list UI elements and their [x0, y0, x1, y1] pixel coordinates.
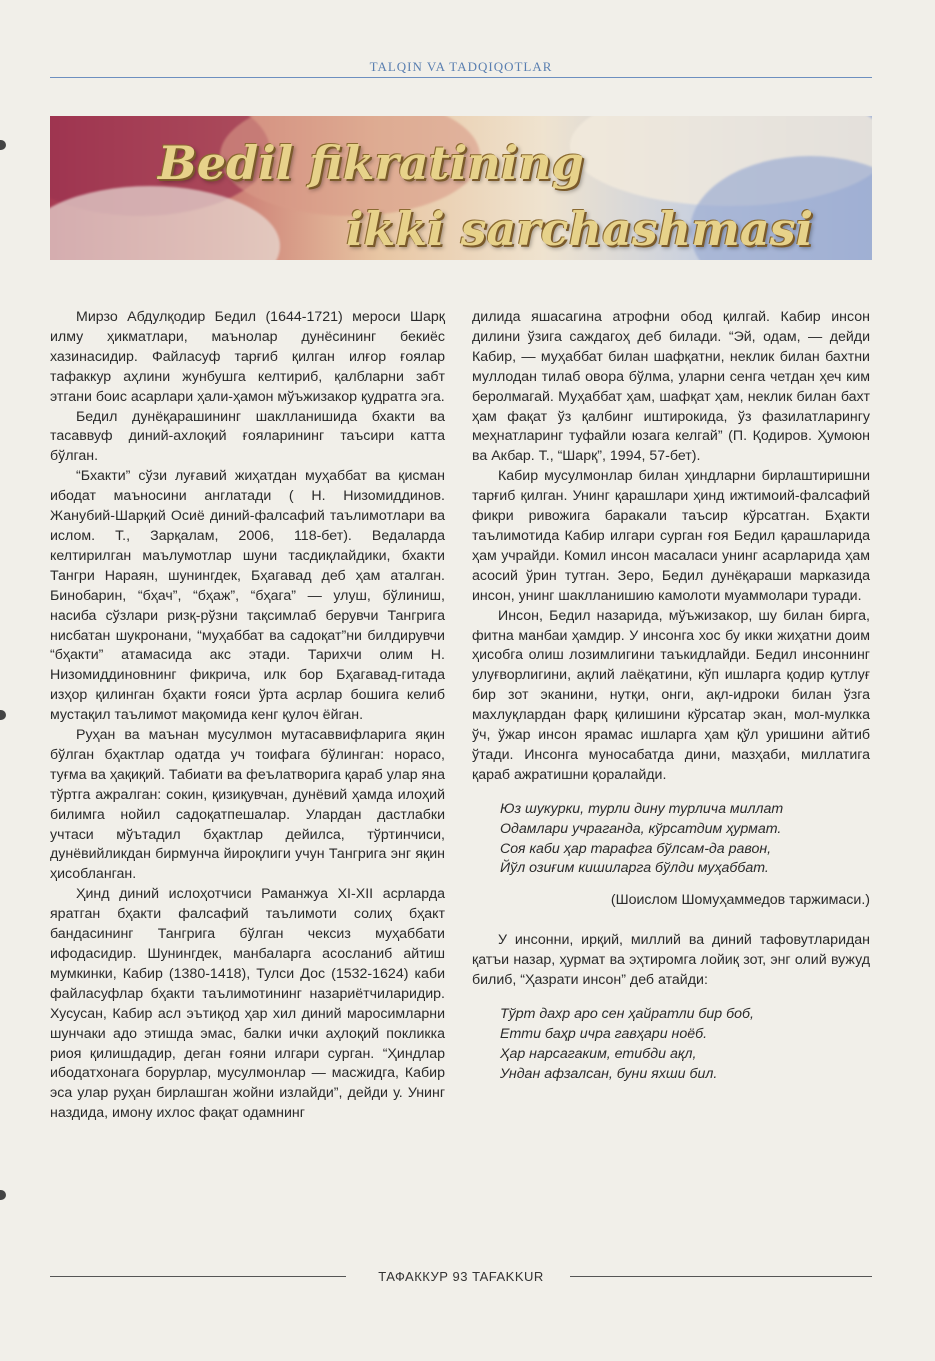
verse-line: Соя каби ҳар тарафга бўлсам-да равон,	[500, 840, 772, 857]
paragraph: Инсон, Бедил назарида, мўъжизакор, шу билан бирга, фитна манбаи ҳамдир. У инсонга хос бу икки жиҳатни доим ҳисобга олиш лозимлигини таъкидлайди. Бедил инсоннинг улуғворлигини, ақлий лаёқатини, кўп ишларга қодир қутлуғ бир зот эканини, нутқи, онги, ақл-идроки билан ўзга махлуқлардан фарқ қилишини кўрсатар экан, мол-мулкка ўч, ўжар инсон ярамас ишларга ҳам қўл уришини айтиб ўтади. Инсонга муносабатда дини, мазҳаби, миллатига қараб ажратишни қоралайди.	[472, 607, 870, 783]
punch-hole	[0, 710, 6, 720]
paragraph: дилида яшасагина атрофни обод қилгай. Кабир инсон дилини ўзига саждагоҳ деб билади. “Эй, одам, — дейди Кабир, — муҳаббат билан шафқатни, неклик билан бахтни муллодан тилаб овора бўлма, уларни сенга четдан ҳеч ким беролмагай. Муҳаббат ҳам, шафқат ҳам, неклик билан бахт ҳам фақат ўз қалбинг иштирокида, ўз фазилатларингу меҳнатларинг туфайли юзага келгай” (П. Қодиров. Ҳумоюн ва Акбар. Т., “Шарқ”, 1994, 57-бет).	[472, 309, 870, 465]
paragraph: “Бхакти” сўзи луғавий жиҳатдан муҳаббат ва қисман ибодат маъносини англатади ( Н. Низомиддинов. Жанубий-Шарқий Осиё диний-фалсафий таълимотлари ва ислом. Т., Зарқалам, 2006, 118-бет). Ведаларда келтирилган маълумотлар шуни тасдиқлайдики, бхакти Тангри Нараян, шунингдек, Бҳагавад деб ҳам аталган. Бинобарин, “бҳач”, “бҳаж”, “бҳага” — улуш, бўлиниш, насиба сўзлари ризқ-рўзни тақсимлаб берувчи Тангрига нисбатан шукронани, “муҳаббат ва садоқат”ни билдирувчи “бҳакти” атамасида акс этади. Тарихчи олим Н. Низомиддиновнинг фикрича, илк бор Бҳагавад-гитада изҳор қилинган бҳакти ғояси ўрта асрлар бошига келиб мустақил таълимот мақомида кенг қулоч ёйган.	[50, 468, 445, 724]
translation-credit: (Шоислом Шомуҳаммедов таржимаси.)	[610, 892, 870, 909]
header-rule	[50, 77, 872, 78]
verse-line: Одамлари учраганда, кўрсатдим ҳурмат.	[500, 820, 782, 837]
verse-line: Юз шукурки, турли дину турлича миллат	[500, 800, 784, 817]
footer-text: ТАФАККУР 93 TAFAKKUR	[370, 1269, 552, 1284]
verse-line: Йўл озиғим кишиларга бўлди муҳаббат.	[500, 860, 769, 877]
article-title-line-2: ikki sarchashmasi	[346, 202, 814, 256]
page-header	[50, 58, 872, 76]
banner-cloud	[50, 186, 280, 260]
verse-line: Ҳар нарсагаким, етибди ақл,	[500, 1045, 697, 1062]
punch-hole	[0, 1190, 6, 1200]
title-banner	[50, 116, 872, 260]
article-title-line-1: Bedil fikratining	[158, 136, 584, 190]
paragraph: Ҳинд диний ислоҳотчиси Раманжуа XI-XII асрларда яратган бҳакти фалсафий таълимоти солиҳ бҳакт бандасининг Тангрига бўлган чексиз муҳаббати ифодасидир. Шунингдек, манбаларга асосланиб айтиш мумкинки, Кабир (1380-1418), Тулси Дос (1532-1624) каби файласуфлар бҳакти таълимотининг назариётчиларидир. Хусусан, Кабир асл эътиқод ҳар хил диний маросимларни шунчаки адо этишда эмас, балки ички аҳлоқий покликка риоя қилишдадир, деган ғояни илгари сурган. “Ҳиндлар ибодатхонага борурлар, мусулмонлар — масжидга, Кабир эса улар руҳан бирлашган жойни излайди”, дейди у. Унинг наздида, имону ихлос фақат одамнинг	[50, 886, 445, 1122]
paragraph: У инсонни, ирқий, миллий ва диний тафовутларидан қатъи назар, ҳурмат ва эҳтиромга лойиқ зот, энг олий вужуд билиб, “Ҳазрати инсон” деб атайди:	[472, 932, 870, 989]
punch-hole	[0, 140, 6, 150]
paragraph: Кабир мусулмонлар билан ҳиндларни бирлаштиришни тарғиб қилган. Унинг қарашлари ҳинд ижтимоий-фалсафий фикри ривожига баракали таъсир кўрсатган. Бҳакти таълимотида Кабир илгари сурган ғоя Бедил қарашларида ҳам учрайди. Комил инсон масаласи унинг асарларида ҳам асосий ўрин тутган. Зеро, Бедил дунёқараши марказида инсон, унинг шаклланишию камолоти муаммолари туради.	[472, 468, 870, 604]
verse-quatrain-1	[500, 800, 870, 880]
verse-line: Етти баҳр ичра гавҳари ноёб.	[500, 1025, 708, 1042]
page-footer	[50, 1268, 872, 1286]
verse-line: Тўрт дахр аро сен ҳайратли бир боб,	[500, 1006, 754, 1022]
verse-quatrain-2	[500, 1005, 870, 1085]
paragraph: Руҳан ва маънан мусулмон мутасаввифларига яқин бўлган бҳактлар одатда уч тоифага бўлинган: норасо, туғма ва ҳақиқий. Табиати ва феълатворига қараб улар яна тўртга ажралган: сокин, қизиқувчан, дунёвий ҳамда илоҳий билимга нойил садоқатпешалар. Улардан дастлабки учтаси мўътадил бҳактлар дейилса, тўртинчиси, дунёвийликдан бирмунча йироқлиги учун Тангрига энг яқин ҳисобланган.	[50, 727, 445, 883]
section-title: TALQIN VA TADQIQOTLAR	[362, 59, 561, 74]
verse-line: Ундан афзалсан, буни яхши бил.	[500, 1065, 718, 1082]
paragraph: Бедил дунёқарашининг шаклланишида бхакти ва тасаввуф диний-ахлоқий ғояларининг таъсири катта бўлган.	[50, 408, 445, 465]
left-column	[50, 308, 445, 1124]
paragraph: Мирзо Абдулқодир Бедил (1644-1721) мероси Шарқ илму ҳикматлари, маънолар дунёсининг бекиёс хазинасидир. Файласуф тарғиб қилган илғор ғоялар тафаккур аҳлини жунбушга келтириб, қалбларни забт этгани боис асарлари ҳали-ҳамон мўъжизакор қудратга эга.	[50, 309, 445, 405]
right-column	[472, 308, 870, 1085]
